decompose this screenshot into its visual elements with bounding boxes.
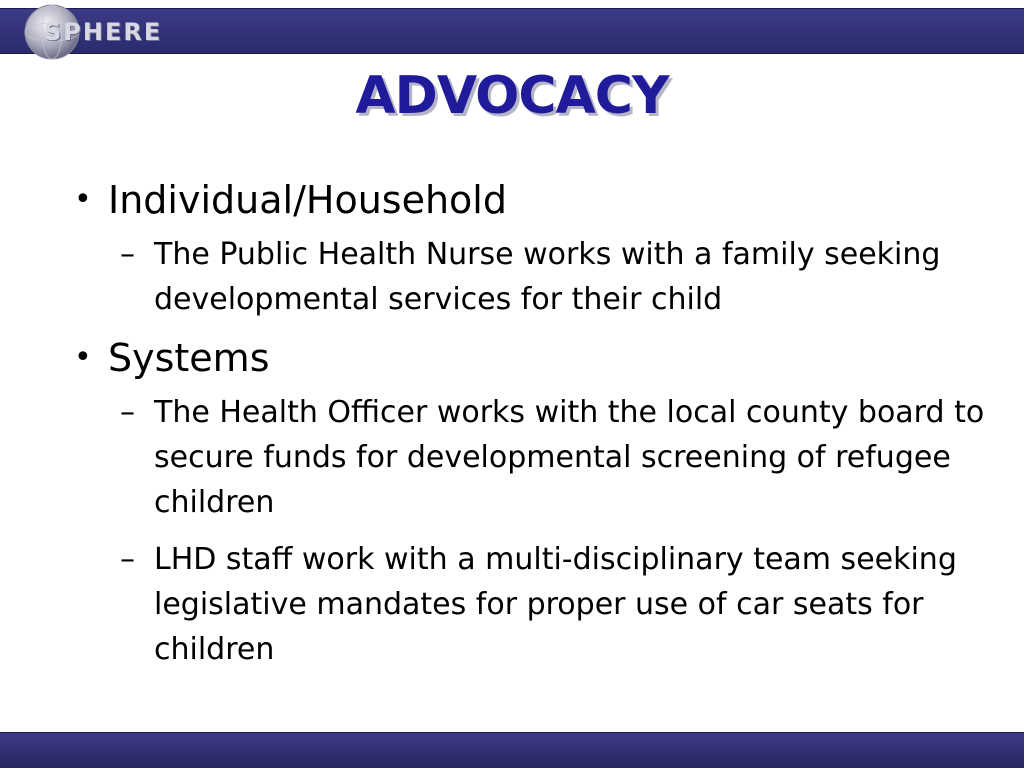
footer-bar: [0, 732, 1024, 768]
sub-bullet-item: [72, 390, 992, 525]
sub-bullet-text: LHD staff work with a multi-disciplinary team seeking legislative mandates for proper use of car seats for children: [154, 542, 957, 667]
bullet-heading: Individual/Household: [108, 178, 507, 222]
bullet-list: [72, 176, 992, 684]
slide-title: ADVOCACY: [355, 66, 669, 126]
bullet-marker: •: [74, 182, 92, 217]
logo-text: SPHERE: [44, 18, 163, 46]
sub-bullet-text: The Public Health Nurse works with a family seeking developmental services for their child: [154, 237, 941, 317]
dash-marker: –: [120, 237, 135, 272]
sub-bullet-item: [72, 232, 992, 322]
sphere-logo: [18, 2, 163, 60]
sub-bullet-item: [72, 537, 992, 672]
bullet-heading: Systems: [108, 336, 270, 380]
bullet-item: [72, 176, 992, 224]
bullet-marker: •: [74, 340, 92, 375]
sub-bullet-text: The Health Officer works with the local county board to secure funds for developmental screening of refugee children: [154, 395, 985, 520]
dash-marker: –: [120, 542, 135, 577]
dash-marker: –: [120, 395, 135, 430]
bullet-item: [72, 334, 992, 382]
